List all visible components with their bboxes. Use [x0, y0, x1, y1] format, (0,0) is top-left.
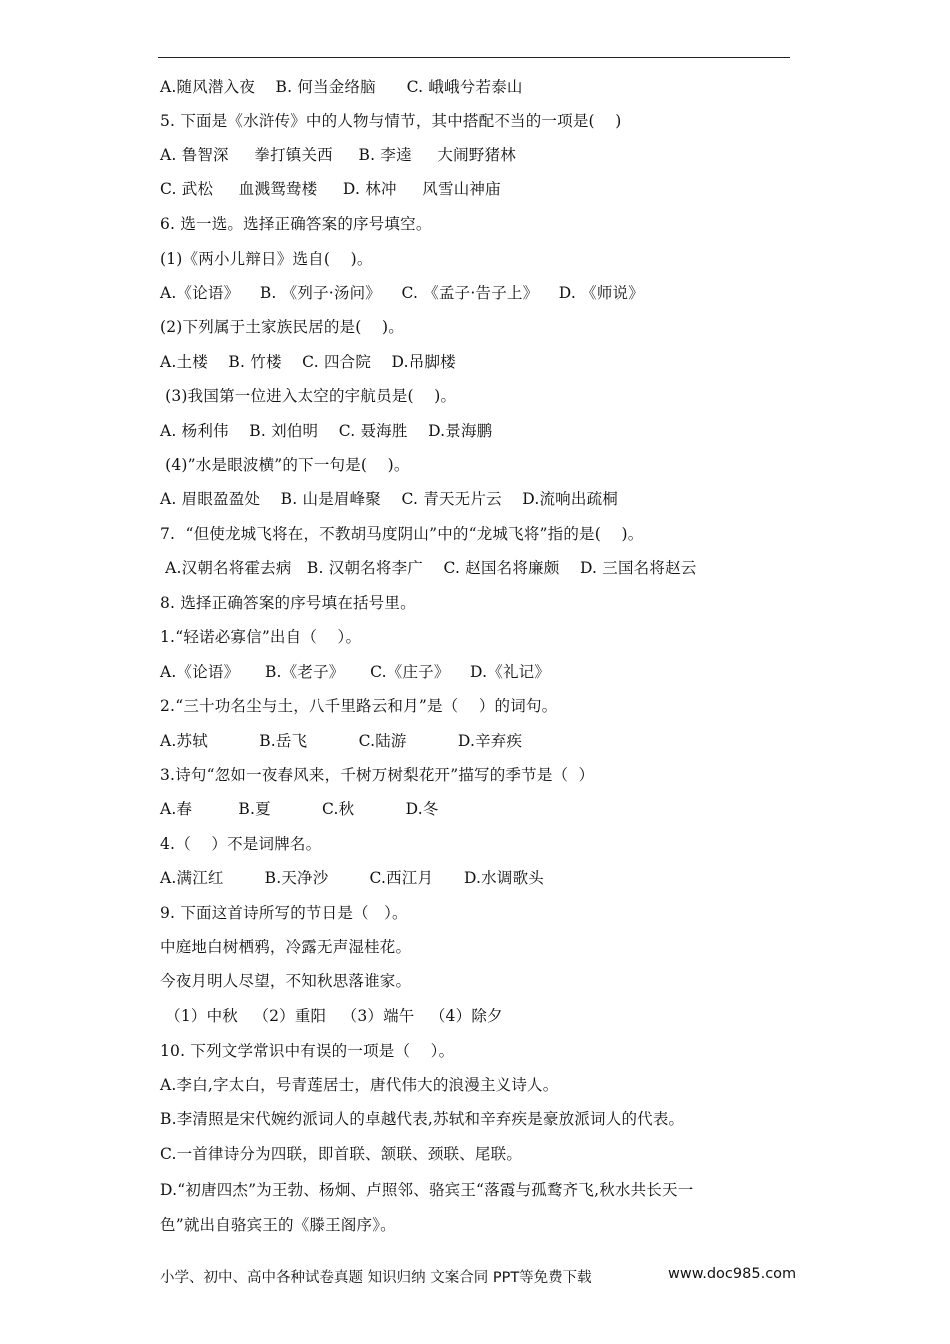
text-line: 4.（ ）不是词牌名。 — [160, 835, 322, 853]
text-line: 色”就出自骆宾王的《滕王阁序》。 — [160, 1216, 396, 1234]
footer-url[interactable]: www.doc985.com — [668, 1266, 797, 1282]
text-line: A. 鲁智深 拳打镇关西 B. 李逵 大闹野猪林 — [160, 146, 516, 164]
text-line: A.随风潜入夜 B. 何当金络脑 C. 峨峨兮若泰山 — [160, 78, 523, 96]
text-line: A.《论语》 B.《老子》 C.《庄子》 D.《礼记》 — [160, 663, 551, 681]
text-line: A.汉朝名将霍去病 B. 汉朝名将李广 C. 赵国名将廉颇 D. 三国名将赵云 — [160, 559, 697, 577]
text-line: 5. 下面是《水浒传》中的人物与情节，其中搭配不当的一项是( ) — [160, 112, 622, 130]
text-line: 2.“三十功名尘与土，八千里路云和月”是（ ）的词句。 — [160, 697, 558, 715]
text-line: A.土楼 B. 竹楼 C. 四合院 D.吊脚楼 — [160, 353, 456, 371]
text-line: 9. 下面这首诗所写的节日是（ ）。 — [160, 904, 408, 922]
text-line: A.《论语》 B. 《列子·汤问》 C. 《孟子·告子上》 D. 《师说》 — [160, 284, 644, 302]
text-line: (1)《两小儿辩日》选自( )。 — [160, 250, 373, 268]
text-line: (2)下列属于土家族民居的是( )。 — [160, 318, 404, 336]
text-line: C. 武松 血溅鸳鸯楼 D. 林冲 风雪山神庙 — [160, 180, 501, 198]
text-line: A. 杨利伟 B. 刘伯明 C. 聂海胜 D.景海鹏 — [160, 422, 493, 440]
text-line: D.“初唐四杰”为王勃、杨炯、卢照邻、骆宾王“落霞与孤鹜齐飞,秋水共长天一 — [160, 1181, 694, 1199]
text-line: A.春 B.夏 C.秋 D.冬 — [160, 800, 439, 818]
footer-text: 小学、初中、高中各种试卷真题 知识归纳 文案合同 PPT等免费下载 — [160, 1270, 592, 1286]
text-line: A.满江红 B.天净沙 C.西江月 D.水调歌头 — [160, 869, 544, 887]
header-rule — [158, 57, 790, 58]
text-line: 8. 选择正确答案的序号填在括号里。 — [160, 594, 416, 612]
text-line: (3)我国第一位进入太空的宇航员是( )。 — [160, 387, 457, 405]
text-line: A. 眉眼盈盈处 B. 山是眉峰聚 C. 青天无片云 D.流响出疏桐 — [160, 490, 618, 508]
text-line: 中庭地白树栖鸦，冷露无声湿桂花。 — [160, 938, 412, 956]
text-line: A.李白,字太白，号青莲居士，唐代伟大的浪漫主义诗人。 — [160, 1076, 559, 1094]
text-line: 7. “但使龙城飞将在，不教胡马度阴山”中的“龙城飞将”指的是( )。 — [160, 525, 644, 543]
text-line: B.李清照是宋代婉约派词人的卓越代表,苏轼和辛弃疾是豪放派词人的代表。 — [160, 1110, 685, 1128]
text-line: 1.“轻诺必寡信”出自（ ）。 — [160, 628, 362, 646]
text-line: C.一首律诗分为四联，即首联、颔联、颈联、尾联。 — [160, 1145, 523, 1163]
text-line: 今夜月明人尽望，不知秋思落谁家。 — [160, 972, 412, 990]
text-line: (4)”水是眼波横”的下一句是( )。 — [160, 456, 410, 474]
text-line: （1）中秋 （2）重阳 （3）端午 （4）除夕 — [160, 1007, 503, 1025]
text-line: A.苏轼 B.岳飞 C.陆游 D.辛弃疾 — [160, 732, 523, 750]
text-line: 3.诗句“忽如一夜春风来，千树万树梨花开”描写的季节是（ ） — [160, 766, 595, 784]
text-line: 6. 选一选。选择正确答案的序号填空。 — [160, 215, 432, 233]
text-line: 10. 下列文学常识中有误的一项是（ ）。 — [160, 1042, 455, 1060]
